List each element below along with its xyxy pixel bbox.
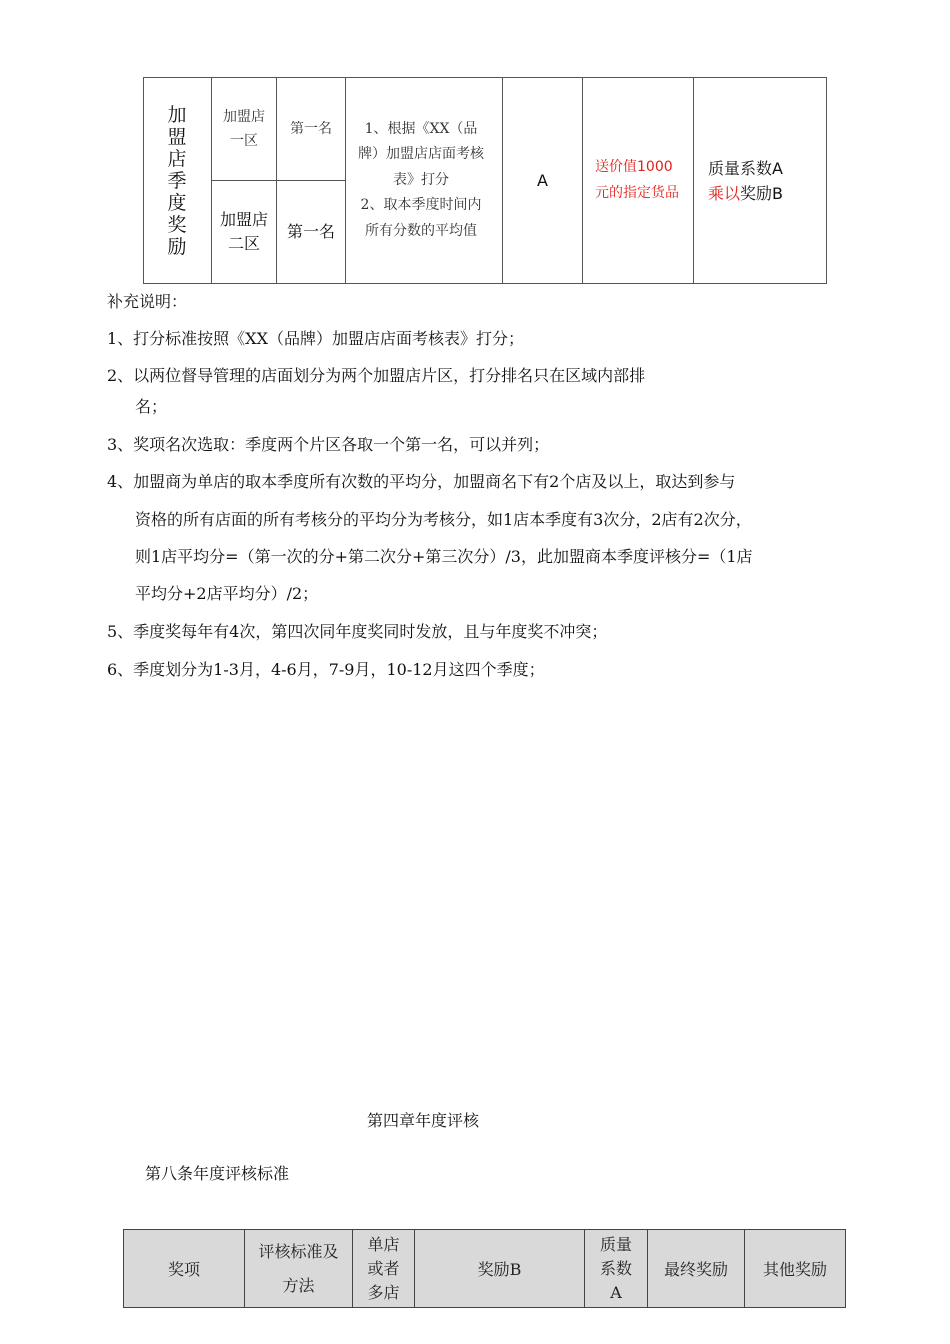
header-reward-b: 奖励B (415, 1230, 585, 1308)
note-4d: 平均分+2店平均分）/2； (135, 584, 319, 603)
header-quality-coef (585, 1230, 648, 1308)
final-reward-line2 (708, 181, 826, 206)
rank-1-cell (277, 78, 346, 181)
annual-review-table (123, 1229, 846, 1308)
final-reward-b: 奖励B (740, 183, 783, 203)
final-reward-line1: 质量系数A (708, 158, 783, 178)
method-item-2: 2、取本季度时间内所有分数的平均值 (360, 197, 482, 239)
header-criteria-text: 评核标准及方法 (258, 1241, 339, 1295)
note-5: 5、季度奖每年有4次，第四次同年度奖同时发放，且与年度奖不冲突； (107, 622, 608, 641)
region-1-cell (212, 78, 277, 181)
note-1: 1、打分标准按照《XX（品牌）加盟店店面考核表》打分； (107, 329, 524, 348)
final-reward-cell (694, 78, 827, 284)
header-store-type (353, 1230, 415, 1308)
award-title-cell (144, 78, 212, 284)
header-other-reward: 其他奖励 (745, 1230, 846, 1308)
note-2a: 2、以两位督导管理的店面划分为两个加盟店片区，打分排名只在区域内部排 (107, 366, 646, 385)
note-4b: 资格的所有店面的所有考核分的平均分为考核分，如1店本季度有3次分，2店有2次分， (135, 510, 752, 529)
method-item-1: 1、根据《XX（品牌）加盟店店面考核表》打分 (358, 120, 484, 188)
region-2-label: 加盟店二区 (220, 210, 269, 253)
quarterly-award-table (143, 77, 827, 284)
prize-cell (583, 78, 694, 284)
header-final-reward: 最终奖励 (648, 1230, 745, 1308)
rank-2-cell (277, 181, 346, 284)
header-award: 奖项 (124, 1230, 245, 1308)
note-6: 6、季度划分为1-3月，4-6月，7-9月，10-12月这四个季度； (107, 660, 545, 679)
note-2b: 名； (135, 397, 168, 416)
rank-1-label: 第一名 (290, 121, 332, 137)
award-title: 加盟店季度奖励 (167, 103, 187, 258)
region-2-cell (212, 181, 277, 284)
region-1-label: 加盟店一区 (223, 109, 265, 149)
note-4c: 则1店平均分=（第一次的分+第二次分+第三次分）/3，此加盟商本季度评核分=（1店 (135, 547, 753, 566)
article-title: 第八条年度评核标准 (145, 1164, 290, 1183)
note-4a: 4、加盟商为单店的取本季度所有次数的平均分，加盟商名下有2个店及以上，取达到参与 (107, 472, 736, 491)
header-criteria (245, 1230, 353, 1308)
chapter-title: 第四章年度评核 (367, 1111, 480, 1130)
coefficient-value: A (537, 170, 548, 190)
prize-text: 送价值1000元的指定货品 (595, 159, 679, 201)
header-store-type-text: 单店或者多店 (367, 1234, 400, 1302)
header-quality-coef-text: 质量系数A (599, 1234, 632, 1302)
final-reward-multiply: 乘以 (708, 183, 741, 203)
coefficient-cell (503, 78, 583, 284)
rank-2-label: 第一名 (286, 222, 335, 241)
notes-heading: 补充说明： (107, 292, 188, 311)
method-cell (346, 78, 503, 284)
note-3: 3、奖项名次选取：季度两个片区各取一个第一名，可以并列； (107, 435, 550, 454)
